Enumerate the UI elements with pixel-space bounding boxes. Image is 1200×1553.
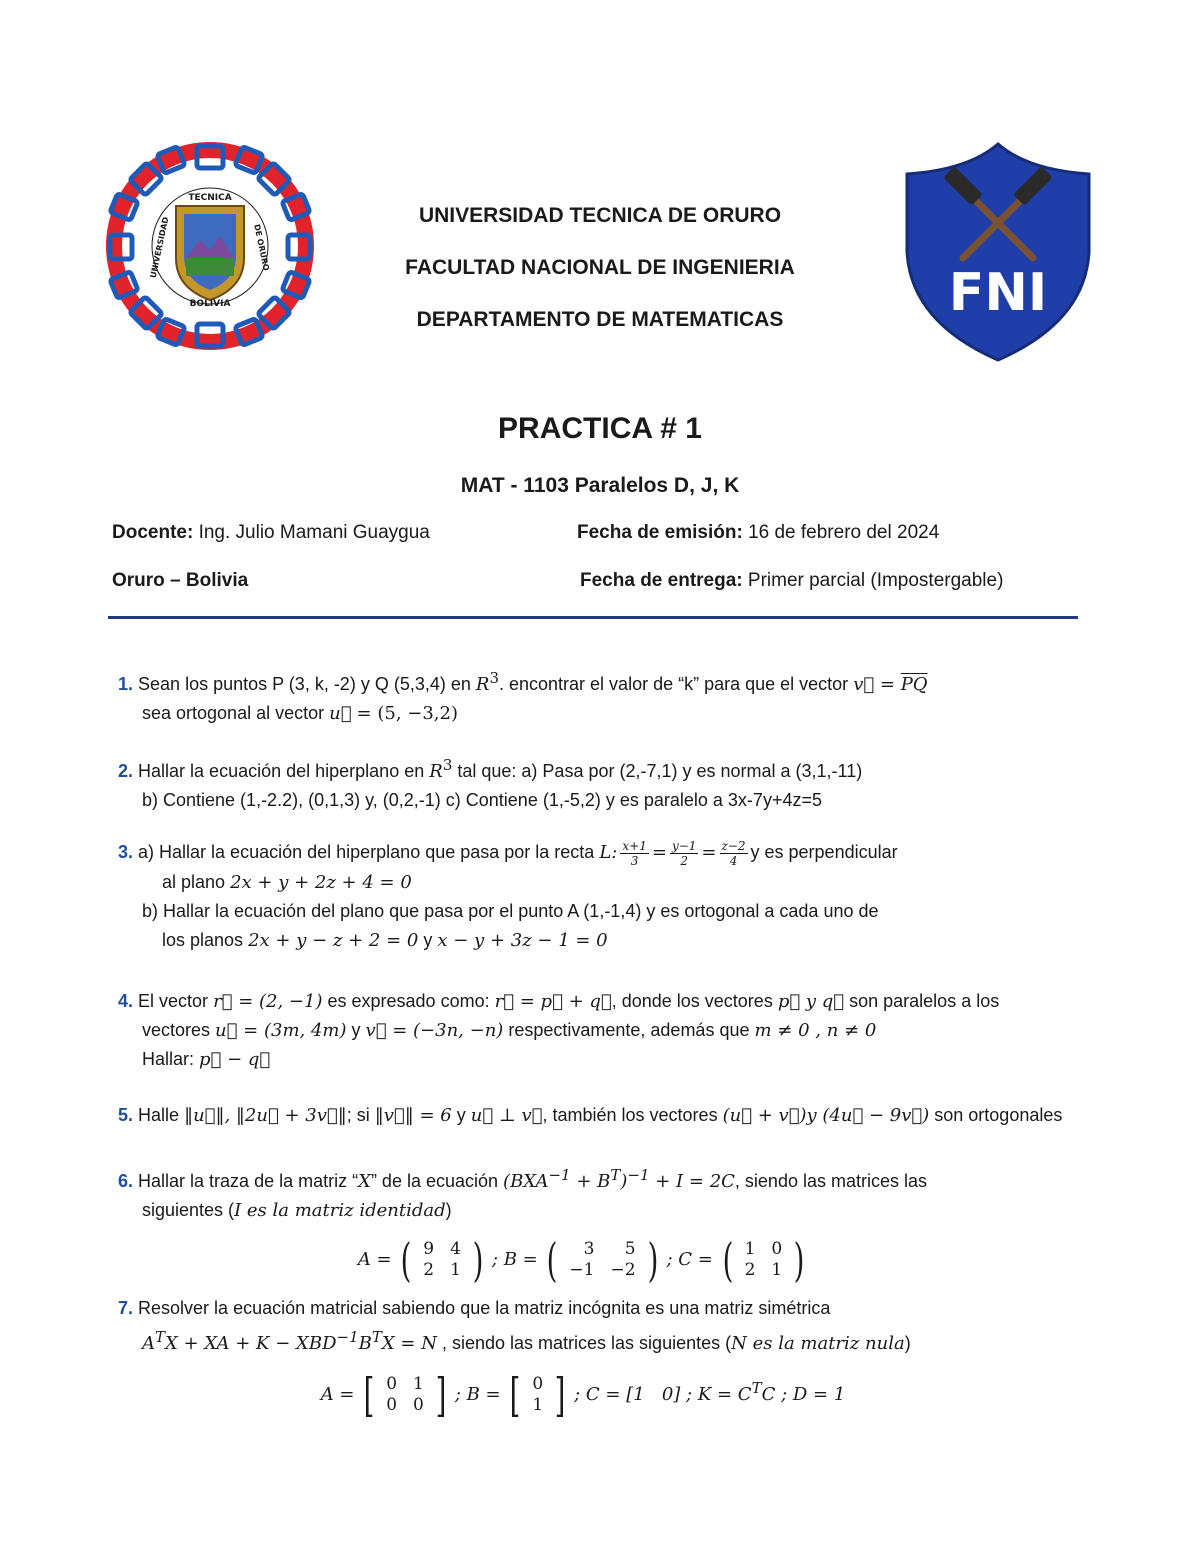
- faculty-name: FACULTAD NACIONAL DE INGENIERIA: [405, 256, 795, 279]
- seal-right-text: DE ORURO: [252, 223, 271, 272]
- problem-text: son paralelos a los: [849, 991, 1000, 1011]
- problem-text: , siendo las matrices las: [734, 1171, 927, 1191]
- problem-text: al plano: [162, 871, 226, 892]
- problem-text: , donde los vectores: [611, 991, 773, 1011]
- problem-text: siguientes (: [142, 1200, 235, 1220]
- emision-label: Fecha de emisión:: [577, 522, 743, 543]
- problem-number: 4.: [118, 991, 134, 1011]
- problem-text: y es perpendicular: [750, 842, 898, 862]
- docente-label: Docente:: [112, 522, 194, 543]
- problem-text: , también los vectores: [542, 1105, 718, 1125]
- problem-text: y: [423, 929, 433, 950]
- problem-2: 2. Hallar la ecuación del hiperplano en $R^3$ tal que: a) Pasa por (2,-7,1) y es normal a (3,1,-11) b) Contiene (1,-2.2), (0,1,3) y, (0,2,-1) c) Contiene (1,-5,2) y es paralelo a 3x-7y+4z=5: [118, 756, 863, 810]
- problem-text: Hallar:: [142, 1049, 195, 1069]
- problem-7: 7. Resolver la ecuación matricial sabiendo que la matriz incógnita es una matriz simétrica $A^TX$ + XA + $K - XBD^{-1}B^TX = N$ , siendo las matrices las siguientes (N es la matriz nula) A = [ 0 1 0 0 ] ; B = [ 0 1 ] ; C = [1 0] ; $K = C^TC$ ; D = 1: [118, 1294, 1108, 1418]
- location-line: Oruro – Bolivia: [112, 570, 249, 591]
- entrega-value: Primer parcial (Impostergable): [747, 570, 1004, 591]
- problem-3: 3. a) Hallar la ecuación del hiperplano que pasa por la recta L: $\frac{x+1}{3}$ = $\frac{y-1}{2}$ = $\frac{z-2}{4}$ y es perpendicular al plano 2x + y + 2z + 4 = 0 b) Hallar la ecuación del plano que pasa por el punto A (1,-1,4) y es ortogonal a cada uno de los planos 2x + y − z + 2 = 0 y x − y + 3z − 1 = 0: [118, 838, 898, 951]
- problem-text: respectivamente, además que: [508, 1020, 750, 1040]
- emision-line: [577, 522, 939, 544]
- emision-value: 16 de febrero del 2024: [748, 522, 940, 543]
- university-name: UNIVERSIDAD TECNICA DE ORURO: [418, 204, 782, 227]
- problem-text: I es la matriz identidad: [234, 1200, 446, 1221]
- problem-text: sea ortogonal al vector: [142, 703, 325, 723]
- problem-text: ; si: [346, 1105, 370, 1125]
- matrix-row-7: A = [ 0 1 0 0 ] ; B = [ 0 1 ] ; C = [1 0] ; $K = C^TC$ ; D = 1: [320, 1368, 846, 1422]
- entrega-line: [580, 570, 1003, 592]
- problem-text: Halle: [138, 1105, 180, 1125]
- problem-text: tal que: a) Pasa por (2,-7,1) y es normal a (3,1,-11): [457, 761, 863, 781]
- problem-number: 2.: [118, 761, 134, 781]
- docente-value: Ing. Julio Mamani Guaygua: [198, 522, 430, 543]
- problem-6: 6. Hallar la traza de la matriz “X” de la ecuación $(BXA^{-1} + B^T)^{-1} + I = 2C$, siendo las matrices las siguientes (I es la matriz identidad) A = ( 9 4 2 1 ) ; B = ( 3 5 −1 −2 ) ; C = ( 1 0 2 1 ): [118, 1161, 1108, 1283]
- seal-bottom-text: BOLIVIA: [189, 299, 231, 309]
- fni-shield-logo: [903, 140, 1093, 364]
- seal-left-text: UNIVERSIDAD: [148, 216, 171, 279]
- problem-1: 1. Sean los puntos P (3, k, -2) y Q (5,3,4) en $R^3$. encontrar el valor de “k” para que el vector v⃗ = $\overline{PQ}$ sea ortogonal al vector u⃗ = (5, −3,2): [118, 669, 928, 724]
- problem-text: vectores: [142, 1020, 211, 1040]
- problem-text: Hallar la ecuación del hiperplano en: [138, 761, 425, 781]
- docente-line: [112, 522, 430, 544]
- problem-text: N es la matriz nula: [731, 1333, 905, 1354]
- problem-number: 5.: [118, 1105, 134, 1125]
- problem-text: a) Hallar la ecuación del hiperplano que pasa por la recta: [138, 842, 595, 862]
- problem-text: son ortogonales: [934, 1105, 1063, 1125]
- problem-number: 7.: [118, 1298, 134, 1318]
- course-subtitle: MAT - 1103 Paralelos D, J, K: [460, 474, 740, 497]
- problem-text: Resolver la ecuación matricial sabiendo que la matriz incógnita es una matriz simétrica: [138, 1298, 831, 1318]
- university-seal-logo: [104, 140, 316, 352]
- problem-4: 4. El vector r⃗ = (2, −1) es expresado como: r⃗ = p⃗ + q⃗, donde los vectores p⃗ y q⃗ son paralelos a los vectores u⃗ = (3m, 4m) y v⃗ = (−3n, −n) respectivamente, además que m ≠ 0 , n ≠ 0 Hallar: p⃗ − q⃗: [118, 991, 1000, 1070]
- problem-text: ” de la ecuación: [370, 1171, 499, 1191]
- entrega-label: Fecha de entrega:: [580, 570, 743, 591]
- problem-text: ): [445, 1200, 452, 1220]
- problem-text: Hallar la traza de la matriz “: [138, 1171, 359, 1191]
- problem-text: Sean los puntos P (3, k, -2) y Q (5,3,4) en: [138, 674, 471, 694]
- problem-number: 3.: [118, 842, 134, 862]
- problem-text: es expresado como:: [327, 991, 490, 1011]
- fni-logo-text: FNI: [948, 263, 1048, 323]
- page-title: PRACTICA # 1: [498, 412, 702, 445]
- problem-text: los planos: [162, 929, 244, 950]
- problem-text: y: [456, 1105, 466, 1125]
- header-divider: [108, 616, 1078, 619]
- seal-top-text: TECNICA: [188, 193, 232, 203]
- matrix-row-6: A = ( 9 4 2 1 ) ; B = ( 3 5 −1 −2 ) ; C = ( 1 0 2 1 ): [357, 1233, 805, 1287]
- problem-number: 6.: [118, 1171, 134, 1191]
- problem-text: . encontrar el valor de “k” para que el vector: [499, 674, 849, 694]
- problem-text: y: [351, 1020, 361, 1040]
- problem-text: b) Hallar la ecuación del plano que pasa por el punto A (1,-1,4) y es ortogonal a cada uno de: [142, 900, 879, 921]
- problem-text: El vector: [138, 991, 209, 1011]
- department-name: DEPARTAMENTO DE MATEMATICAS: [416, 308, 784, 331]
- problem-text: , siendo las matrices las siguientes (: [441, 1333, 732, 1353]
- problem-5: 5. Halle ‖u⃗‖, ‖2u⃗ + 3v⃗‖; si ‖v⃗‖ = 6 y u⃗ ⊥ v⃗, también los vectores (u⃗ + v⃗)y (4u⃗ − 9v⃗) son ortogonales: [118, 1105, 1063, 1126]
- problem-number: 1.: [118, 674, 134, 694]
- problem-text: b) Contiene (1,-2.2), (0,1,3) y, (0,2,-1) c) Contiene (1,-5,2) y es paralelo a 3x-7y+4z=5: [142, 790, 822, 810]
- problem-text: ): [904, 1333, 911, 1353]
